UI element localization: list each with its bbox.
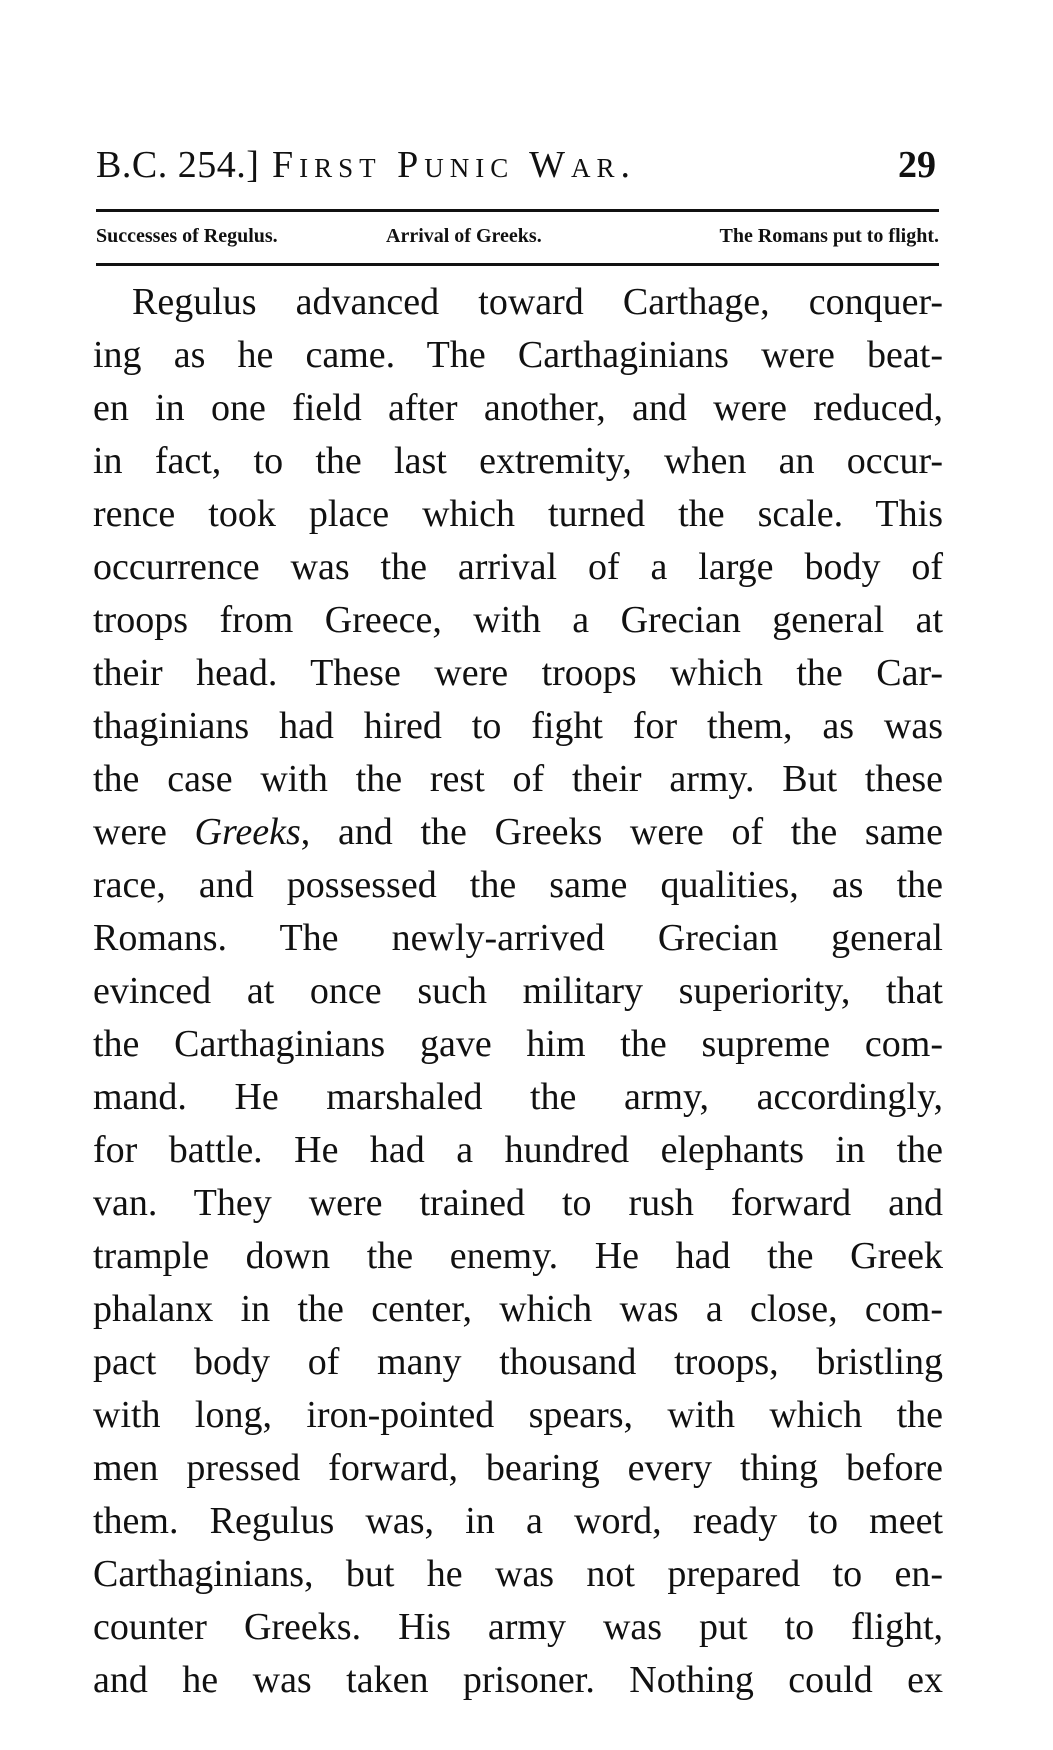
- text-line: evinced at once such military superiority, that: [93, 970, 943, 1012]
- text-line: for battle. He had a hundred elephants in the: [93, 1129, 943, 1171]
- text-line: thaginians had hired to fight for them, as was: [93, 705, 943, 747]
- body-paragraph: [93, 276, 943, 1707]
- text-line: the case with the rest of their army. But these: [93, 758, 943, 800]
- running-head-date: B.C. 254.]: [96, 144, 260, 186]
- text-line: Regulus advanced toward Carthage, conquer-: [132, 281, 943, 323]
- text-line: mand. He marshaled the army, accordingly,: [93, 1076, 943, 1118]
- text-line: with long, iron-pointed spears, with which the: [93, 1394, 943, 1436]
- text-line: race, and possessed the same qualities, as the: [93, 864, 943, 906]
- text-line: occurrence was the arrival of a large body of: [93, 546, 943, 588]
- text-line: in fact, to the last extremity, when an occur-: [93, 440, 943, 482]
- topic-subheads: [96, 218, 939, 254]
- italic-greeks: Greeks: [194, 811, 301, 853]
- text-line: van. They were trained to rush forward and: [93, 1182, 943, 1224]
- subhead-successes: Successes of Regulus.: [96, 225, 278, 247]
- text-line: pact body of many thousand troops, bristling: [93, 1341, 943, 1383]
- text-fragment: , and the Greeks were of the same: [300, 811, 943, 853]
- header-rule-bottom: [96, 263, 939, 266]
- text-line-with-italic: [93, 806, 943, 859]
- running-head-title: First Punic War.: [272, 144, 636, 186]
- text-line: them. Regulus was, in a word, ready to meet: [93, 1500, 943, 1542]
- text-line: their head. These were troops which the Car-: [93, 652, 943, 694]
- text-line: phalanx in the center, which was a close, com-: [93, 1288, 943, 1330]
- text-line: ing as he came. The Carthaginians were beat-: [93, 334, 943, 376]
- text-line: the Carthaginians gave him the supreme com-: [93, 1023, 943, 1065]
- text-line: Romans. The newly-arrived Grecian general: [93, 917, 943, 959]
- page-number: 29: [898, 144, 936, 186]
- text-line: men pressed forward, bearing every thing before: [93, 1447, 943, 1489]
- text-line: rence took place which turned the scale. This: [93, 493, 943, 535]
- text-line: trample down the enemy. He had the Greek: [93, 1235, 943, 1277]
- running-head: [96, 140, 946, 190]
- subhead-arrival: Arrival of Greeks.: [386, 225, 542, 247]
- text-line: Carthaginians, but he was not prepared to en-: [93, 1553, 943, 1595]
- text-line: and he was taken prisoner. Nothing could ex: [93, 1659, 943, 1701]
- text-line: troops from Greece, with a Grecian general at: [93, 599, 943, 641]
- text-line: counter Greeks. His army was put to flight,: [93, 1606, 943, 1648]
- text-fragment: were: [93, 811, 195, 853]
- text-line: en in one field after another, and were reduced,: [93, 387, 943, 429]
- header-rule-top: [96, 209, 939, 212]
- subhead-flight: The Romans put to flight.: [719, 225, 939, 247]
